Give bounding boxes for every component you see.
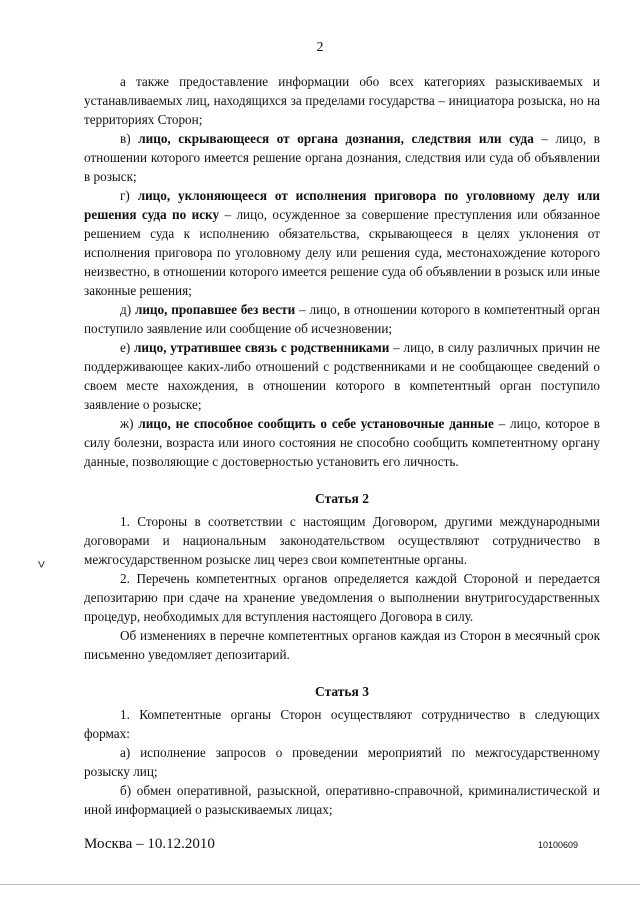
item-definition: – лицо, в силу различных причин не поддерживающее каких-либо отношений с родственниками и не сообщающее сведений о своем месте нахождения, в отношении которого в компетентный орган поступило заявление о розыске; [84,340,601,412]
item-definition: – лицо, в отношении которого имеется решение органа дознания, следствия или суда об объявлении в розыск; [84,131,600,184]
paragraph-item-zh [84,414,600,471]
item-definition: – лицо, осужденное за совершение преступления или обязанное решением суда к исполнению обязательства, скрывающееся в целях уклонения от исполнения приговора по уголовному делу или решения суда, местонахождение которого неизвестно, в отношении которого имеется решение суда об объявлении в розыск или иные законные решения; [84,207,600,298]
footer-document-code: 10100609 [538,840,579,850]
article-3-item-a: а) исполнение запросов о проведении мероприятий по межгосударственному розыску лиц; [84,745,600,779]
page-bottom-divider [0,884,640,885]
item-prefix: ж) [120,416,139,431]
article-2-heading: Статья 2 [315,491,369,506]
item-term: лицо, скрывающееся от органа дознания, следствия или суда [138,131,534,146]
margin-mark: ⱽ [38,558,45,577]
item-term: лицо, не способное сообщить о себе установочные данные [138,416,494,431]
item-prefix: д) [120,302,135,317]
article-3-item-b: б) обмен оперативной, разыскной, оперативно-справочной, криминалистической и иной информацией о разыскиваемых лицах; [84,783,600,817]
article-2-paragraph-1: 1. Стороны в соответствии с настоящим Договором, другими международными договорами и национальным законодательством осуществляют сотрудничество в межгосударственном розыске лиц через свои компетентные органы. [84,514,600,567]
paragraph-item-v [84,129,600,186]
paragraph-item-e [84,338,600,414]
item-term: лицо, утратившее связь с родственниками [134,340,390,355]
item-definition: – лицо, которое в силу болезни, возраста или иного состояния не способно сообщить компетентному органу данные, позволяющие с достоверностью установить его личность. [84,416,600,469]
page-number: 2 [316,40,324,55]
item-definition: – лицо, в отношении которого в компетентный орган поступило заявление или сообщение об исчезновении; [84,302,600,336]
footer-place-date: Москва – 10.12.2010 [84,836,215,852]
paragraph-continuation: а также предоставление информации обо всех категориях разыскиваемых и устанавливаемых лиц, находящихся за пределами государства – инициатора розыска, но на территориях Сторон; [84,74,600,127]
paragraph-item-g [84,186,600,300]
item-prefix: в) [120,131,139,146]
article-3-heading: Статья 3 [315,684,369,699]
article-2-paragraph-2: 2. Перечень компетентных органов определяется каждой Стороной и передается депозитарию при сдаче на хранение уведомления о выполнении внутригосударственных процедур, необходимых для вступления настоящего Договора в силу. [84,571,600,624]
item-prefix: г) [120,188,138,203]
item-term: лицо, уклоняющееся от исполнения приговора по уголовному делу или решения суда по иску [84,188,600,222]
paragraph-item-d [84,300,600,338]
item-prefix: е) [120,340,135,355]
item-term: лицо, пропавшее без вести [134,302,296,317]
document-body [84,72,600,819]
article-2-paragraph-3: Об изменениях в перечне компетентных органов каждая из Сторон в месячный срок письменно уведомляет депозитарий. [84,628,600,662]
article-3-paragraph-1: 1. Компетентные органы Сторон осуществляют сотрудничество в следующих формах: [84,707,600,741]
